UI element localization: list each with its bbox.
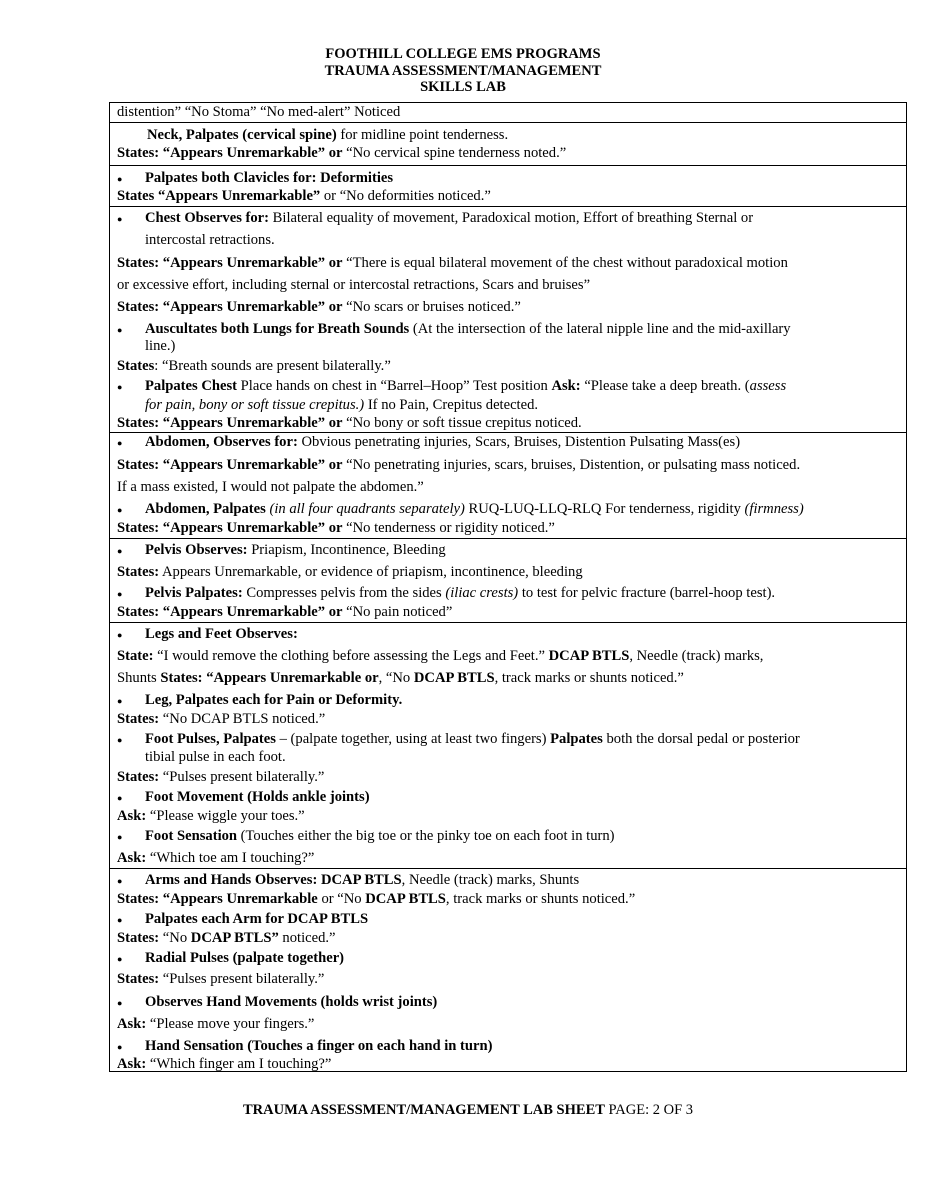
text-line: or excessive effort, including sternal or intercostal retractions, Scars and bruises” bbox=[117, 277, 591, 293]
text-line: States: “Appears Unremarkable” or “No scars or bruises noticed.” bbox=[117, 299, 521, 315]
text-line: States: “No DCAP BTLS” noticed.” bbox=[117, 930, 336, 946]
bullet-item: ● Observes Hand Movements (holds wrist joints) bbox=[117, 994, 902, 1011]
skills-table bbox=[109, 102, 907, 1072]
section-clavicles bbox=[110, 166, 906, 207]
text-line: States: “Pulses present bilaterally.” bbox=[117, 971, 325, 987]
text-line: for pain, bony or soft tissue crepitus.) If no Pain, Crepitus detected. bbox=[145, 397, 539, 413]
section-arms-hands bbox=[110, 869, 906, 1071]
bullet-item: ● Leg, Palpates each for Pain or Deformity. bbox=[117, 692, 902, 709]
text-line: intercostal retractions. bbox=[145, 232, 275, 248]
text-line: States: “No DCAP BTLS noticed.” bbox=[117, 711, 326, 727]
section-neck bbox=[110, 123, 906, 166]
text-line: States: “Appears Unremarkable” or “No tenderness or rigidity noticed.” bbox=[117, 520, 555, 536]
text-line: States: “Appears Unremarkable” or “No cervical spine tenderness noted.” bbox=[117, 145, 567, 161]
footer-label: TRAUMA ASSESSMENT/MANAGEMENT LAB SHEET bbox=[243, 1102, 605, 1118]
section-legs-feet bbox=[110, 623, 906, 869]
header-line-2: TRAUMA ASSESSMENT/MANAGEMENT bbox=[324, 62, 602, 79]
document-header bbox=[0, 46, 926, 96]
text-line: State: “I would remove the clothing before assessing the Legs and Feet.” DCAP BTLS, Needle (track) marks, bbox=[117, 648, 764, 664]
bullet-item: ● Foot Sensation (Touches either the big toe or the pinky toe on each foot in turn) bbox=[117, 828, 902, 845]
text-line: Ask: “Which toe am I touching?” bbox=[117, 850, 315, 866]
page-footer bbox=[243, 1102, 693, 1119]
text-line: States: Appears Unremarkable, or evidence of priapism, incontinence, bleeding bbox=[117, 564, 583, 580]
bullet-item: ● Legs and Feet Observes: bbox=[117, 626, 902, 643]
text-line: Ask: “Please wiggle your toes.” bbox=[117, 808, 305, 824]
header-line-3: SKILLS LAB bbox=[420, 79, 506, 95]
header-line-1: FOOTHILL COLLEGE EMS PROGRAMS bbox=[325, 46, 601, 62]
text-line: States: “Appears Unremarkable” or “No bony or soft tissue crepitus noticed. bbox=[117, 415, 582, 431]
text-line: line.) bbox=[145, 338, 176, 354]
section-pelvis bbox=[110, 539, 906, 623]
bullet-item: ● Pelvis Palpates: Compresses pelvis from the sides (iliac crests) to test for pelvic fracture (barrel-hoop test). bbox=[117, 585, 902, 602]
text-line: States: “Pulses present bilaterally.” bbox=[117, 769, 325, 785]
bullet-item: ● Chest Observes for: Bilateral equality of movement, Paradoxical motion, Effort of breathing Sternal or bbox=[117, 210, 902, 227]
bullet-item: ● Palpates each Arm for DCAP BTLS bbox=[117, 911, 902, 928]
section-chest bbox=[110, 207, 906, 433]
text-line: Neck, Palpates (cervical spine) for midline point tenderness. bbox=[147, 127, 509, 143]
bullet-item: ● Radial Pulses (palpate together) bbox=[117, 950, 902, 967]
text-line: States “Appears Unremarkable” or “No deformities noticed.” bbox=[117, 188, 491, 204]
text-line: States: “Appears Unremarkable” or “No penetrating injuries, scars, bruises, Distention, or pulsating mass noticed. bbox=[117, 457, 801, 473]
page-number: PAGE: 2 OF 3 bbox=[604, 1102, 694, 1118]
bullet-item: ● Foot Pulses, Palpates – (palpate together, using at least two fingers) Palpates both the dorsal pedal or posterior bbox=[117, 731, 902, 748]
text-line: distention” “No Stoma” “No med-alert” Noticed bbox=[117, 104, 401, 120]
text-line: Ask: “Which finger am I touching?” bbox=[117, 1056, 332, 1072]
text-line: States: “Breath sounds are present bilaterally.” bbox=[117, 358, 391, 374]
section-abdomen bbox=[110, 433, 906, 539]
bullet-item: ● Auscultates both Lungs for Breath Sounds (At the intersection of the lateral nipple line and the mid-axillary bbox=[117, 321, 902, 338]
text-line: States: “Appears Unremarkable” or “No pain noticed” bbox=[117, 604, 453, 620]
text-line: States: “Appears Unremarkable” or “There is equal bilateral movement of the chest without paradoxical motion bbox=[117, 255, 788, 271]
text-line: Shunts States: “Appears Unremarkable or, “No DCAP BTLS, track marks or shunts noticed.” bbox=[117, 670, 684, 686]
bullet-item: ● Arms and Hands Observes: DCAP BTLS, Needle (track) marks, Shunts bbox=[117, 872, 902, 889]
bullet-item: ● Palpates Chest Place hands on chest in “Barrel–Hoop” Test position Ask: “Please take a deep breath. (assess bbox=[117, 378, 902, 395]
text-line: States: “Appears Unremarkable or “No DCAP BTLS, track marks or shunts noticed.” bbox=[117, 891, 636, 907]
text-line: Ask: “Please move your fingers.” bbox=[117, 1016, 315, 1032]
bullet-item: ● Foot Movement (Holds ankle joints) bbox=[117, 789, 902, 806]
bullet-item: ● Abdomen, Palpates (in all four quadrants separately) RUQ-LUQ-LLQ-RLQ For tenderness, rigidity (firmness) bbox=[117, 501, 902, 518]
bullet-item: ● Palpates both Clavicles for: Deformities bbox=[117, 170, 902, 187]
bullet-item: ● Pelvis Observes: Priapism, Incontinence, Bleeding bbox=[117, 542, 902, 559]
bullet-item: ● Hand Sensation (Touches a finger on each hand in turn) bbox=[117, 1038, 902, 1055]
bullet-item: ● Abdomen, Observes for: Obvious penetrating injuries, Scars, Bruises, Distention Pulsating Mass(es) bbox=[117, 434, 902, 451]
text-line: tibial pulse in each foot. bbox=[145, 749, 286, 765]
text-line: If a mass existed, I would not palpate the abdomen.” bbox=[117, 479, 424, 495]
section-continuation bbox=[110, 103, 906, 123]
